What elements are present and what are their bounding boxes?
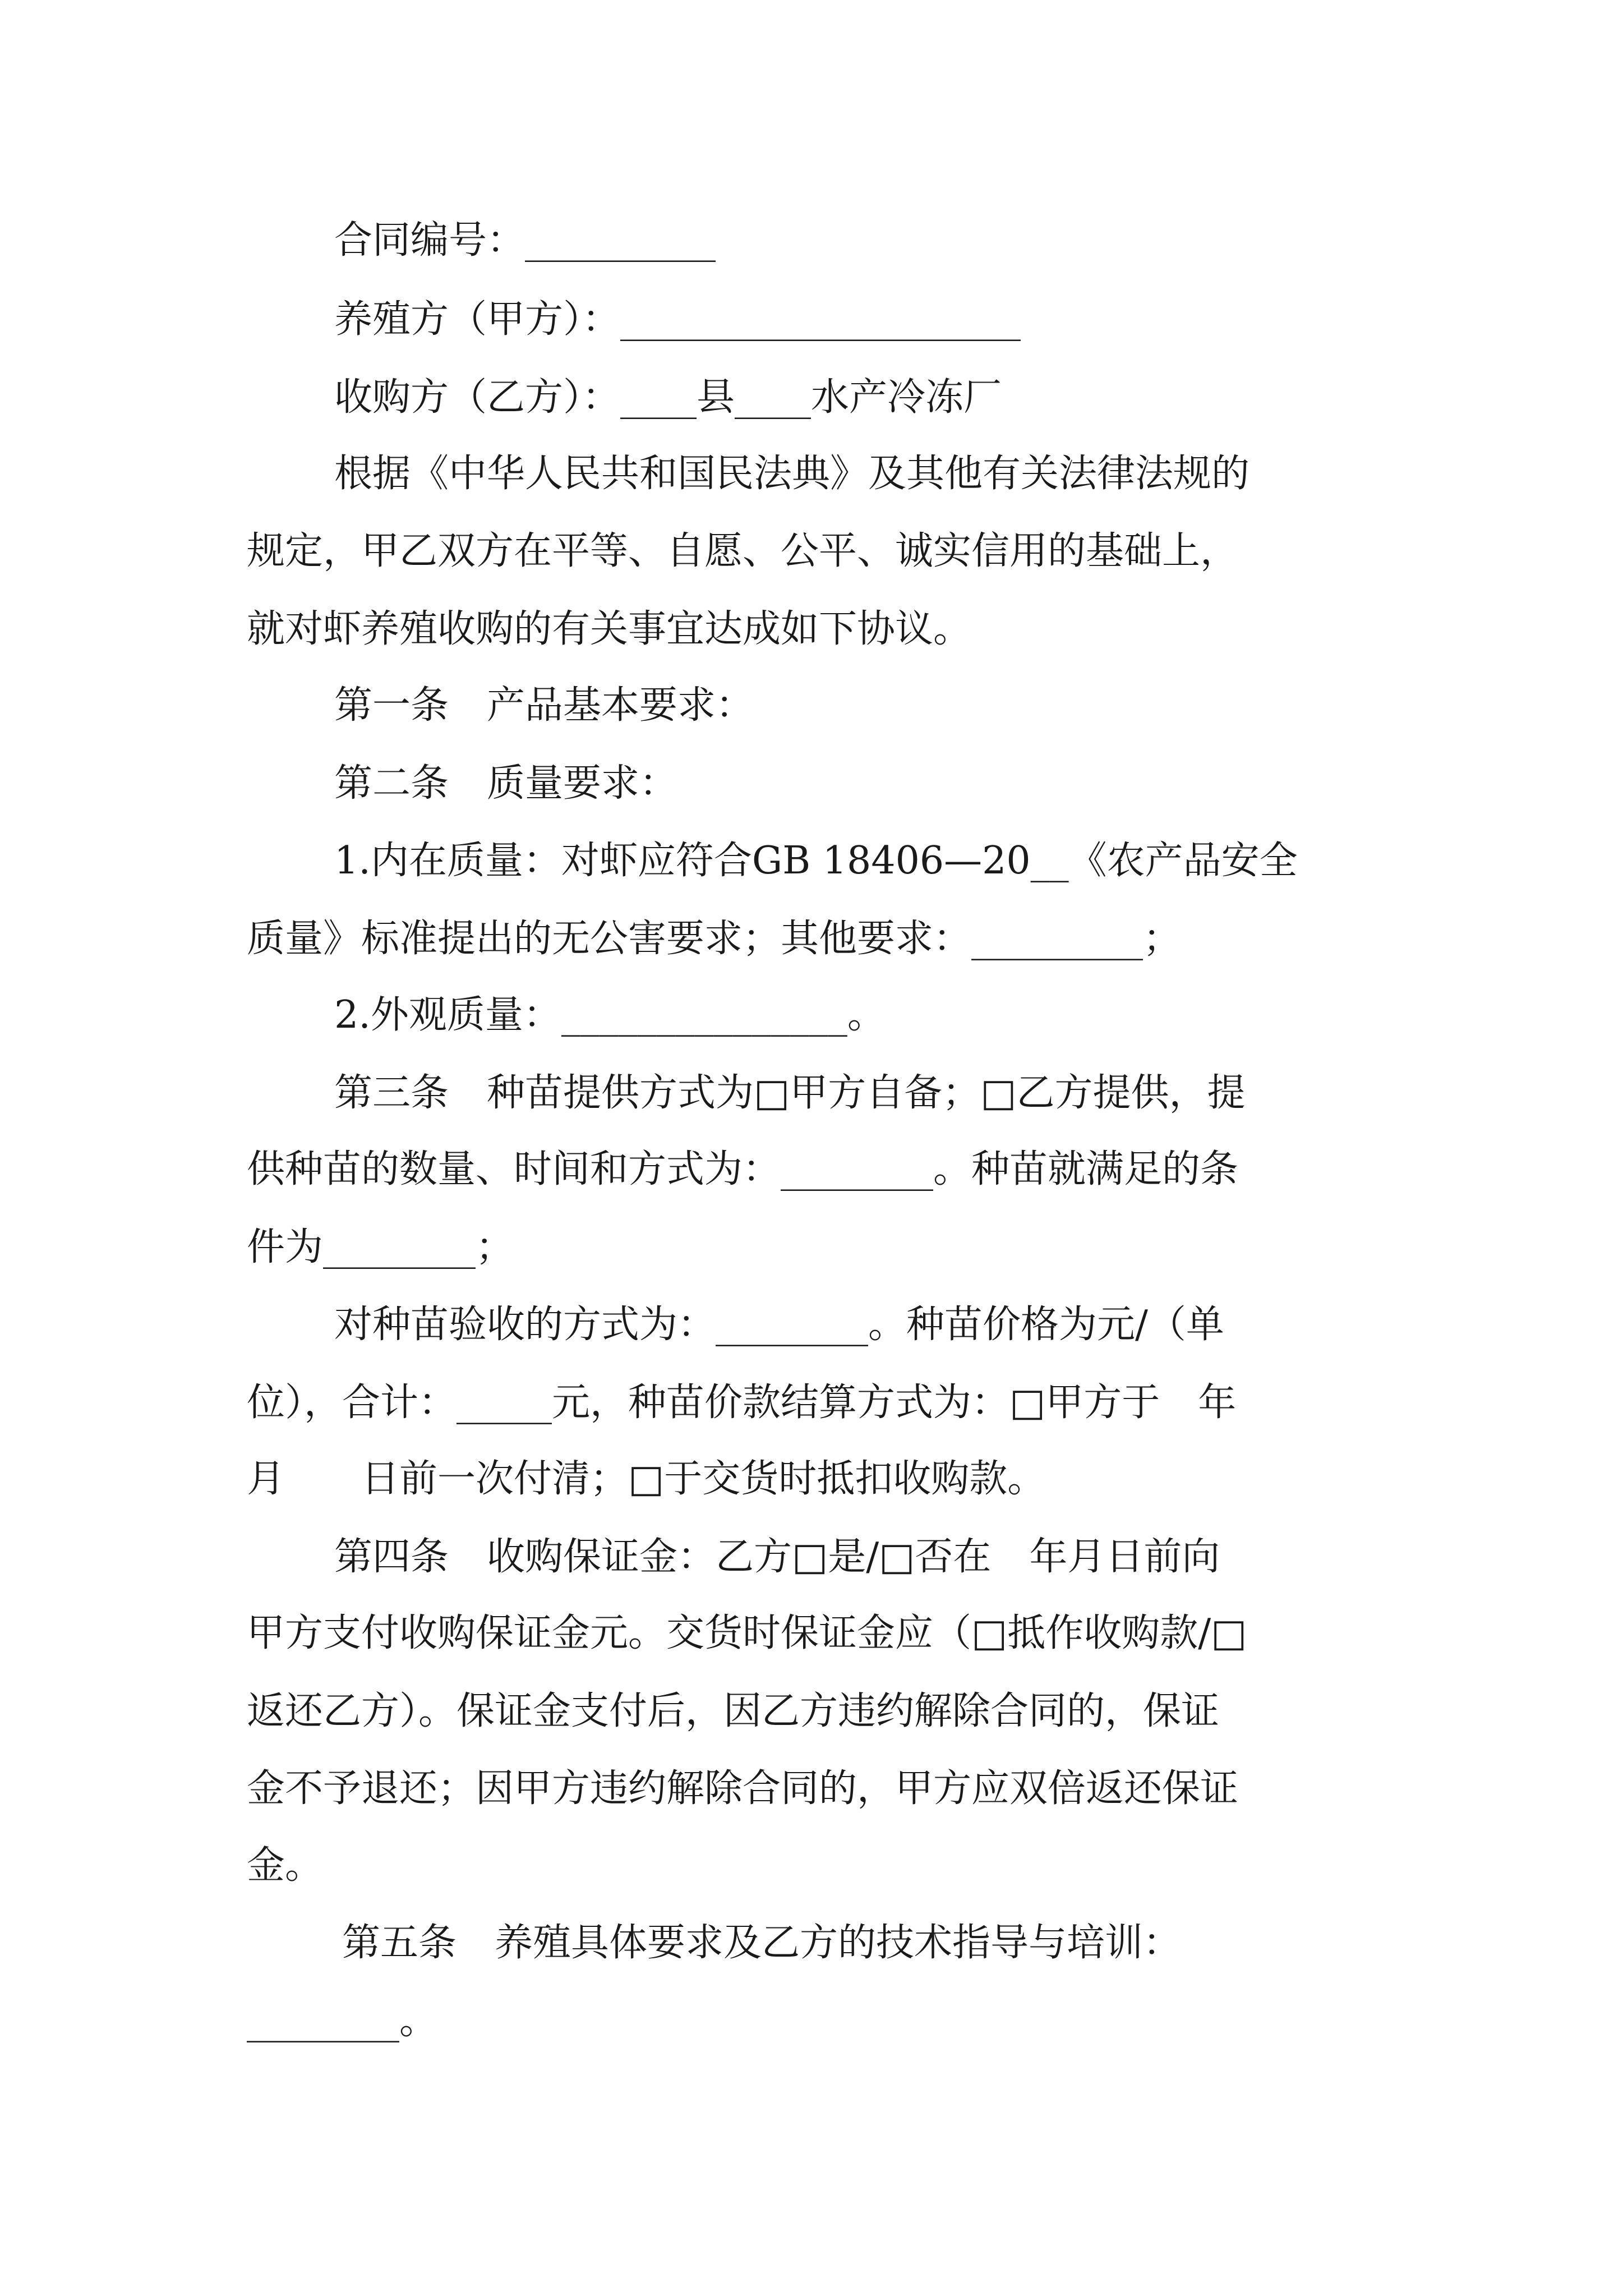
article-2-heading: 第二条 质量要求： — [334, 761, 678, 806]
article-1-heading: 第一条 产品基本要求： — [334, 683, 754, 728]
contract-number-line: 合同编号：__________ — [334, 218, 716, 263]
article-5-line-2: ________。 — [247, 1999, 438, 2043]
article-3-line-1: 第三条 种苗提供方式为□甲方自备；□乙方提供，提 — [334, 1071, 1246, 1115]
article-3-line-2: 供种苗的数量、时间和方式为：________。种苗就满足的条 — [247, 1147, 1239, 1191]
preamble-line-3: 就对虾养殖收购的有关事宜达成如下协议。 — [247, 607, 972, 651]
quality-appearance-line: 2.外观质量：_______________。 — [334, 993, 886, 1037]
quality-internal-line-1: 1.内在质量：对虾应符合GB 18406—20__《农产品安全 — [334, 839, 1298, 883]
article-4-line-3: 返还乙方）。保证金支付后，因乙方违约解除合同的，保证 — [247, 1689, 1220, 1733]
preamble-line-2: 规定，甲乙双方在平等、自愿、公平、诚实信用的基础上， — [247, 529, 1239, 573]
article-4-line-1: 第四条 收购保证金：乙方□是/□否在 年月日前向 — [334, 1535, 1220, 1579]
party-a-line: 养殖方（甲方）：_____________________ — [334, 297, 1021, 342]
seedling-acceptance-line-2: 位），合计：_____元，种苗价款结算方式为：□甲方于 年 — [247, 1381, 1237, 1425]
article-4-line-5: 金。 — [247, 1843, 324, 1888]
seedling-acceptance-line-1: 对种苗验收的方式为：________。种苗价格为元/（单 — [334, 1303, 1224, 1347]
party-b-line: 收购方（乙方）：____县____水产冷冻厂 — [334, 375, 1002, 420]
article-4-line-2: 甲方支付收购保证金元。交货时保证金应（□抵作收购款/□ — [247, 1611, 1247, 1655]
article-4-line-4: 金不予退还；因甲方违约解除合同的，甲方应双倍返还保证 — [247, 1766, 1239, 1811]
preamble-line-1: 根据《中华人民共和国民法典》及其他有关法律法规的 — [334, 452, 1250, 496]
article-5-line-1: 第五条 养殖具体要求及乙方的技术指导与培训： — [342, 1921, 1182, 1965]
article-3-line-3: 件为________； — [247, 1225, 514, 1269]
seedling-acceptance-line-3: 月 日前一次付清；□于交货时抵扣收购款。 — [247, 1457, 1046, 1501]
quality-internal-line-2: 质量》标准提出的无公害要求；其他要求：_________； — [247, 917, 1182, 961]
